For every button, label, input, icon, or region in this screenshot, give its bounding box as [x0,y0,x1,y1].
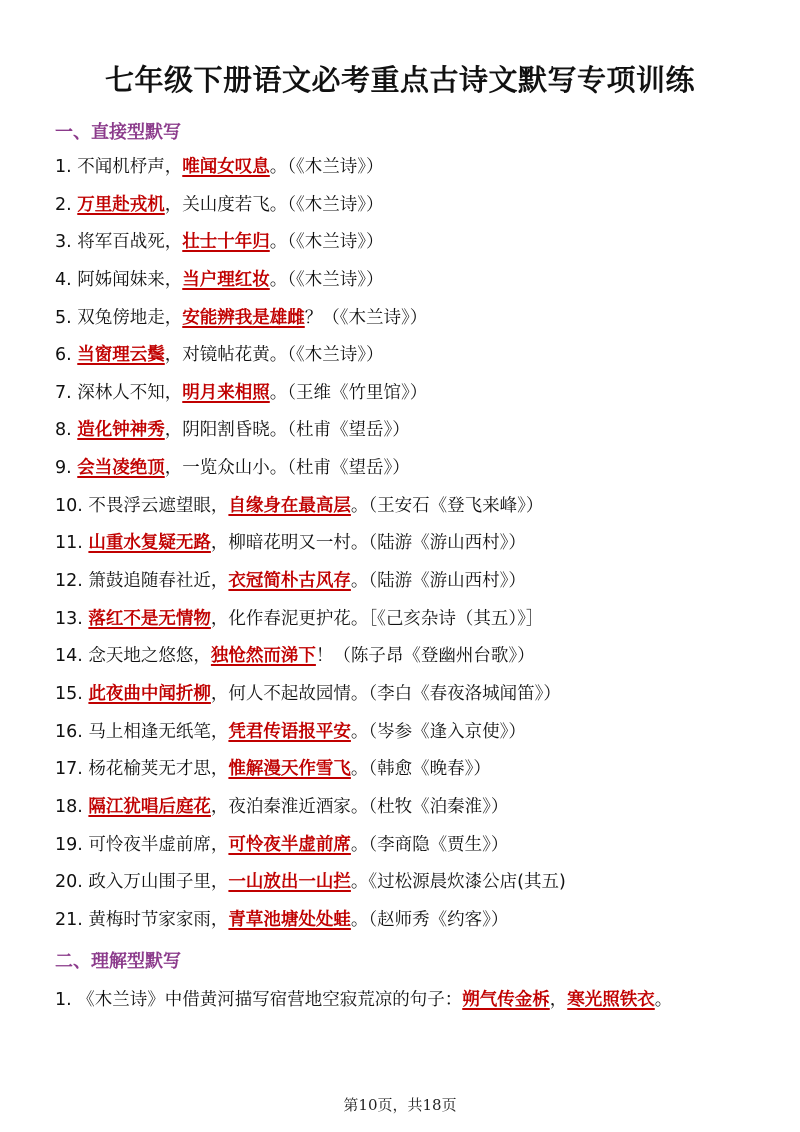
list-item: 11. 山重水复疑无路，柳暗花明又一村。（陆游《游山西村》） [55,533,526,554]
answer: 造化钟神秀 [77,420,165,441]
answer: 当户理红妆 [182,269,270,290]
answer: 寒光照铁衣 [567,990,655,1010]
list-item: 18. 隔江犹唱后庭花，夜泊秦淮近酒家。（杜牧《泊秦淮》） [55,796,509,817]
list-item: 16. 马上相逢无纸笔，凭君传语报平安。（岑参《逢入京使》） [55,721,526,742]
answer: 此夜曲中闻折柳 [88,683,211,704]
list-item: 10. 不畏浮云遮望眼，自缘身在最高层。（王安石《登飞来峰》） [55,495,544,516]
section-heading-direct: 一、直接型默写 [55,122,181,143]
question-list [55,154,775,944]
answer: 唯闻女叹息 [182,157,270,177]
answer: 独怆然而涕下 [210,646,316,667]
list-item: 12. 箫鼓追随春社近，衣冠简朴古风存。（陆游《游山西村》） [55,571,526,592]
answer: 当窗理云鬓 [77,345,165,366]
answer: 朔气传金柝 [462,990,550,1010]
list-item: 1. 不闻机杼声，唯闻女叹息。（《木兰诗》） [55,157,384,177]
section-heading-comprehension: 二、理解型默写 [55,951,181,972]
list-item: 4. 阿姊闻妹来，当户理红妆。（《木兰诗》） [55,269,384,290]
answer: 万里赴戎机 [77,194,165,215]
answer: 明月来相照 [182,382,270,403]
answer: 凭君传语报平安 [228,721,351,742]
list-item: 21. 黄梅时节家家雨，青草池塘处处蛙。（赵师秀《约客》） [55,909,509,930]
list-item: 15. 此夜曲中闻折柳，何人不起故园情。（李白《春夜洛城闻笛》） [55,683,561,704]
answer: 青草池塘处处蛙 [228,909,351,930]
list-item: 14. 念天地之悠悠，独怆然而涕下！（陈子昂《登幽州台歌》） [55,646,535,667]
list-item: 19. 可怜夜半虚前席，可怜夜半虚前席。（李商隐《贾生》） [55,834,509,855]
comprehension-question: 1. 《木兰诗》中借黄河描写宿营地空寂荒凉的句子：朔气传金柝，寒光照铁衣。 [55,990,673,1010]
list-item: 20. 政入万山围子里，一山放出一山拦。《过松源晨炊漆公店(其五) [55,872,566,893]
answer: 隔江犹唱后庭花 [88,796,211,817]
list-item: 5. 双兔傍地走，安能辨我是雄雌？（《木兰诗》） [55,307,428,328]
list-item: 17. 杨花榆荚无才思，惟解漫天作雪飞。（韩愈《晚春》） [55,759,491,780]
answer: 会当凌绝顶 [77,458,165,479]
answer: 落红不是无情物 [88,608,211,629]
answer: 自缘身在最高层 [228,495,351,516]
answer: 惟解漫天作雪飞 [228,759,351,780]
answer: 一山放出一山拦 [228,872,351,893]
page-title: 七年级下册语文必考重点古诗文默写专项训练 [104,63,695,97]
list-item: 6. 当窗理云鬓，对镜帖花黄。（《木兰诗》） [55,345,384,366]
answer: 壮士十年归 [182,232,270,253]
list-item: 13. 落红不是无情物，化作春泥更护花。［《己亥杂诗（其五）》］ [55,608,544,629]
answer: 衣冠简朴古风存 [228,571,351,592]
list-item: 9. 会当凌绝顶，一览众山小。（杜甫《望岳》） [55,458,410,479]
answer: 安能辨我是雄雌 [182,307,305,328]
answer: 山重水复疑无路 [88,533,211,554]
list-item: 8. 造化钟神秀，阴阳割昏晓。（杜甫《望岳》） [55,420,410,441]
list-item: 2. 万里赴戎机，关山度若飞。（《木兰诗》） [55,194,384,215]
list-item: 7. 深林人不知，明月来相照。（王维《竹里馆》） [55,382,428,403]
list-item: 3. 将军百战死，壮士十年归。（《木兰诗》） [55,232,384,253]
answer: 可怜夜半虚前席 [228,834,351,855]
page-number: 第10页，共18页 [343,1096,457,1114]
